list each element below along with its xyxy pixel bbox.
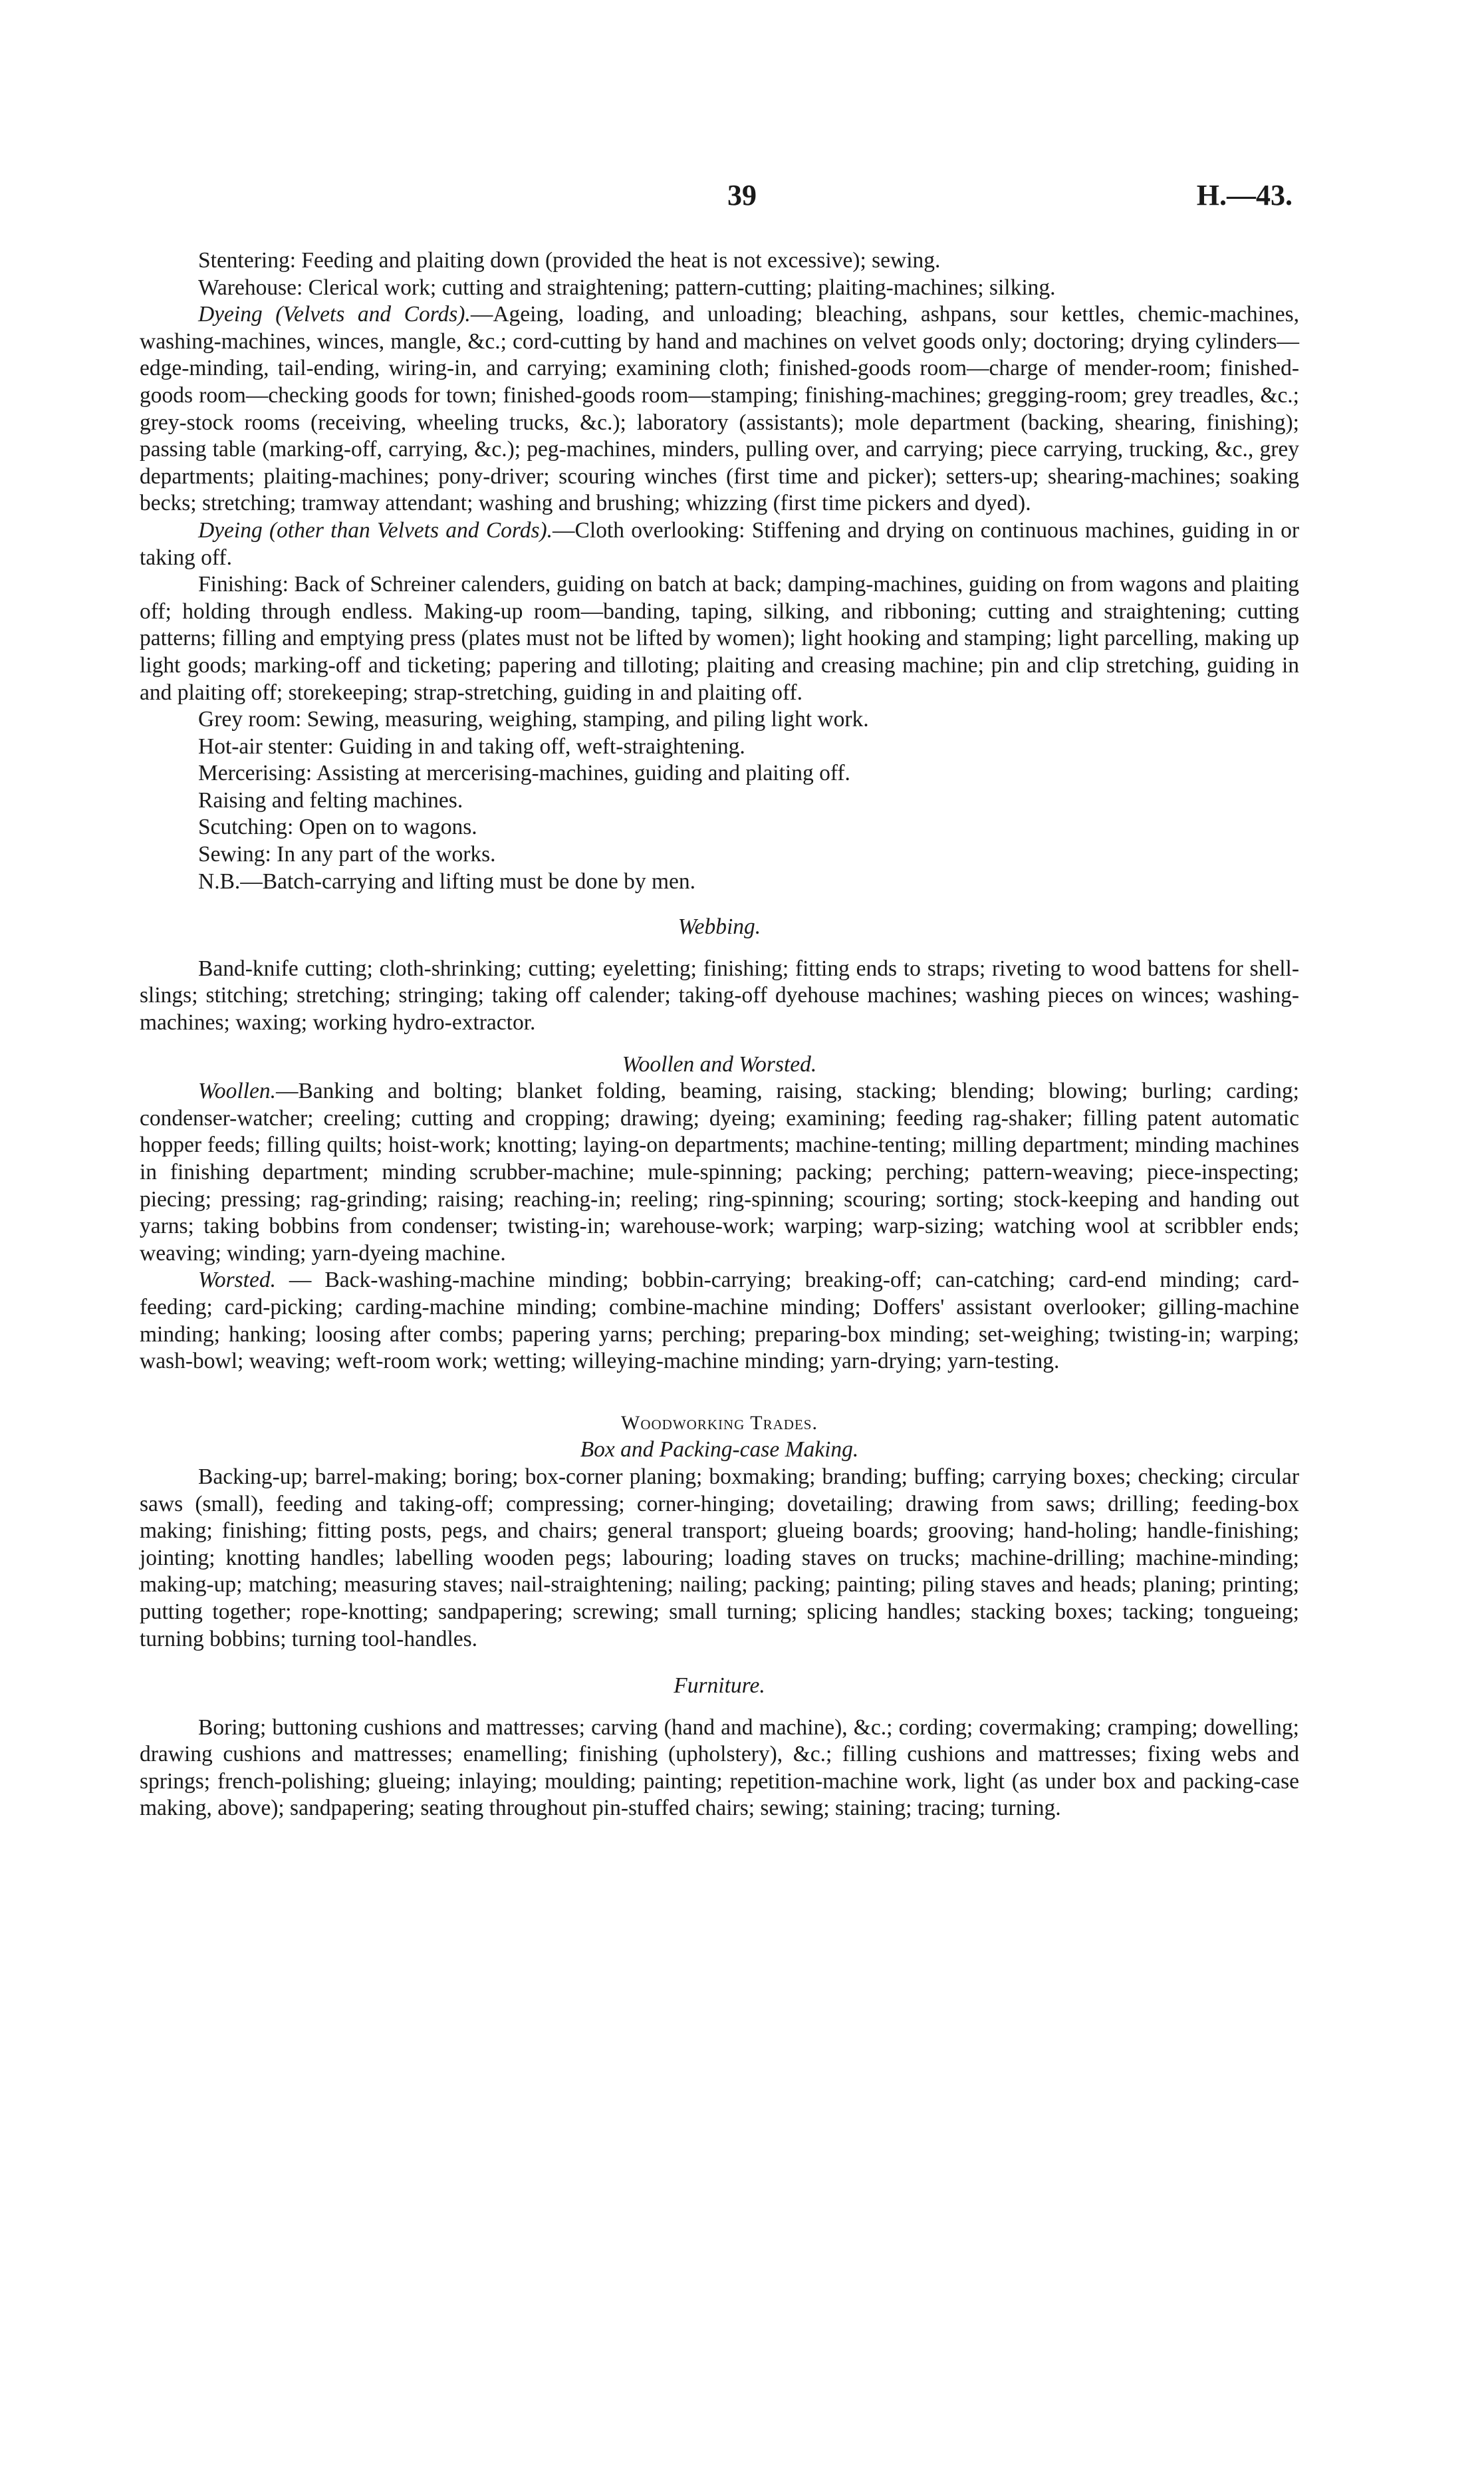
paragraph-dyeing-velvets [140,301,1299,517]
dyeing-velvets-lead: Dyeing (Velvets and Cords). [198,302,471,327]
heading-box-packing: Box and Packing-case Making. [580,1437,859,1462]
line-scutching: Scutching: Open on to wagons. [198,815,477,840]
paragraph-stentering: Stentering: Feeding and plaiting down (provided the heat is not excessive); sewing. [198,248,941,273]
page-number: 39 [727,179,757,211]
line-mercerising: Mercerising: Assisting at mercerising-machines, guiding and plaiting off. [198,761,850,786]
body-text [140,247,1299,1822]
spacer [140,1037,1299,1051]
heading-woodworking-trades: Woodworking Trades. [621,1411,818,1434]
spacer [140,941,1299,956]
spacer [140,895,1299,914]
line-grey-room: Grey room: Sewing, measuring, weighing, stamping, and piling light work. [198,707,869,732]
dyeing-other-lead: Dyeing (other than Velvets and Cords). [198,517,553,543]
paragraph-furniture: Boring; buttoning cushions and mattresses; carving (hand and machine), &c.; cording; covermaking; cramping; dowelling; drawing cushions and mattresses; enamelling; finishing (upholstery), &c.; filling cushions and mattresses; fixing webs and springs; french-polishing; glueing; inlaying; moulding; painting; repetition-machine work, light (as under box and packing-case making, above); sandpapering; seating throughout pin-stuffed chairs; sewing; staining; tracing; turning. [140,1715,1299,1821]
spacer [140,1700,1299,1715]
worsted-text: — Back-washing-machine minding; bobbin-carrying; breaking-off; can-catching; card-end minding; card-feeding; card-picking; carding-machine minding; combine-machine minding; Doffers' assistant overlooker; gilling-machine minding; hanking; loosing after combs; papering yarns; perching; preparing-box minding; set-weighing; twisting-in; warping; wash-bowl; weaving; weft-room work; wetting; willeying-machine minding; yarn-drying; yarn-testing. [140,1268,1299,1374]
woollen-text: —Banking and bolting; blanket folding, beaming, raising, stacking; blending; blowing; burling; carding; condenser-watcher; creeling; cutting and cropping; drawing; dyeing; examining; feeding rag-shaker; filling patent automatic hopper feeds; filling quilts; hoist-work; knotting; laying-on departments; machine-tenting; milling department; minding machines in finishing department; minding scrubber-machine; mule-spinning; packing; perching; pattern-weaving; piece-inspecting; piecing; pressing; rag-grinding; raising; reaching-in; reeling; ring-spinning; scouring; sorting; stock-keeping and handing out yarns; taking bobbins from condenser; twisting-in; warehouse-work; warping; warp-sizing; watching wool at scribbler ends; weaving; winding; yarn-dyeing machine. [140,1079,1299,1266]
dyeing-velvets-text: —Ageing, loading, and unloading; bleaching, ashpans, sour kettles, chemic-machines, washing-machines, winces, mangle, &c.; cord-cutting by hand and machines on velvet goods only; doctoring; drying cylinders—edge-minding, tail-ending, wiring-in, and carrying; examining cloth; finished-goods room—charge of mender-room; finished-goods room—checking goods for town; finished-goods room—stamping; finishing-machines; gregging-room; grey treadles, &c.; grey-stock rooms (receiving, wheeling trucks, &c.); laboratory (assistants); mole department (backing, shearing, finishing); passing table (marking-off, carrying, &c.); peg-machines, minders, pulling over, and carrying; piece carrying, trucking, &c., grey departments; plaiting-machines; pony-driver; scouring winches (first time and picker); setters-up; shearing-machines; soaking becks; stretching; tramway attendant; washing and brushing; whizzing (first time pickers and dyed). [140,302,1299,516]
line-nb: N.B.—Batch-carrying and lifting must be done by men. [198,869,696,894]
paragraph-worsted [140,1267,1299,1375]
paragraph-dyeing-other [140,517,1299,571]
paragraph-webbing: Band-knife cutting; cloth-shrinking; cutting; eyeletting; finishing; fitting ends to straps; riveting to wood battens for shell-slings; stitching; stretching; stringing; taking off calender; taking-off dyehouse machines; washing pieces on winces; washing-machines; waxing; working hydro-extractor. [140,956,1299,1035]
dyeing-other-text: —Cloth overlooking: Stiffening and drying on continuous machines, guiding in or taking off. [140,517,1299,570]
heading-woollen-worsted: Woollen and Worsted. [622,1051,817,1077]
heading-webbing: Webbing. [678,914,761,940]
spacer [140,1653,1299,1673]
document-reference: H.—43. [1196,179,1293,211]
line-hot-air-stenter: Hot-air stenter: Guiding in and taking off, weft-straightening. [198,734,745,759]
worsted-lead: Worsted. [198,1268,276,1293]
heading-furniture: Furniture. [674,1673,765,1699]
paragraph-finishing: Finishing: Back of Schreiner calenders, guiding on batch at back; damping-machines, guiding on from wagons and plaiting off; holding through endless. Making-up room—banding, taping, silking, and ribboning; cutting and straightening; cutting patterns; filling and emptying press (plates must not be lifted by women); light hooking and stamping; light parcelling, making up light goods; marking-off and ticketing; papering and tilloting; plaiting and creasing machine; pin and clip stretching, guiding in and plaiting off; storekeeping; strap-stretching, guiding in and plaiting off. [140,572,1299,705]
page-header [0,178,1484,218]
paragraph-warehouse: Warehouse: Clerical work; cutting and straightening; pattern-cutting; plaiting-machines; silking. [198,275,1056,300]
line-sewing: Sewing: In any part of the works. [198,842,496,867]
woollen-lead: Woollen. [198,1079,276,1104]
paragraph-box-packing: Backing-up; barrel-making; boring; box-corner planing; boxmaking; branding; buffing; carrying boxes; checking; circular saws (small), feeding and taking-off; compressing; corner-hinging; dovetailing; drawing from saws; drilling; feeding-box making; finishing; fitting posts, pegs, and chairs; general transport; glueing boards; grooving; hand-holing; handle-finishing; jointing; knotting handles; labelling wooden pegs; labouring; loading staves on trucks; machine-drilling; machine-minding; making-up; matching; measuring staves; nail-straightening; nailing; packing; painting; piling staves and heads; planing; printing; putting together; rope-knotting; sandpapering; screwing; small turning; splicing handles; stacking boxes; tacking; tongueing; turning bobbins; turning tool-handles. [140,1464,1299,1651]
line-raising: Raising and felting machines. [198,787,463,813]
spacer [140,1375,1299,1410]
paragraph-woollen [140,1078,1299,1267]
